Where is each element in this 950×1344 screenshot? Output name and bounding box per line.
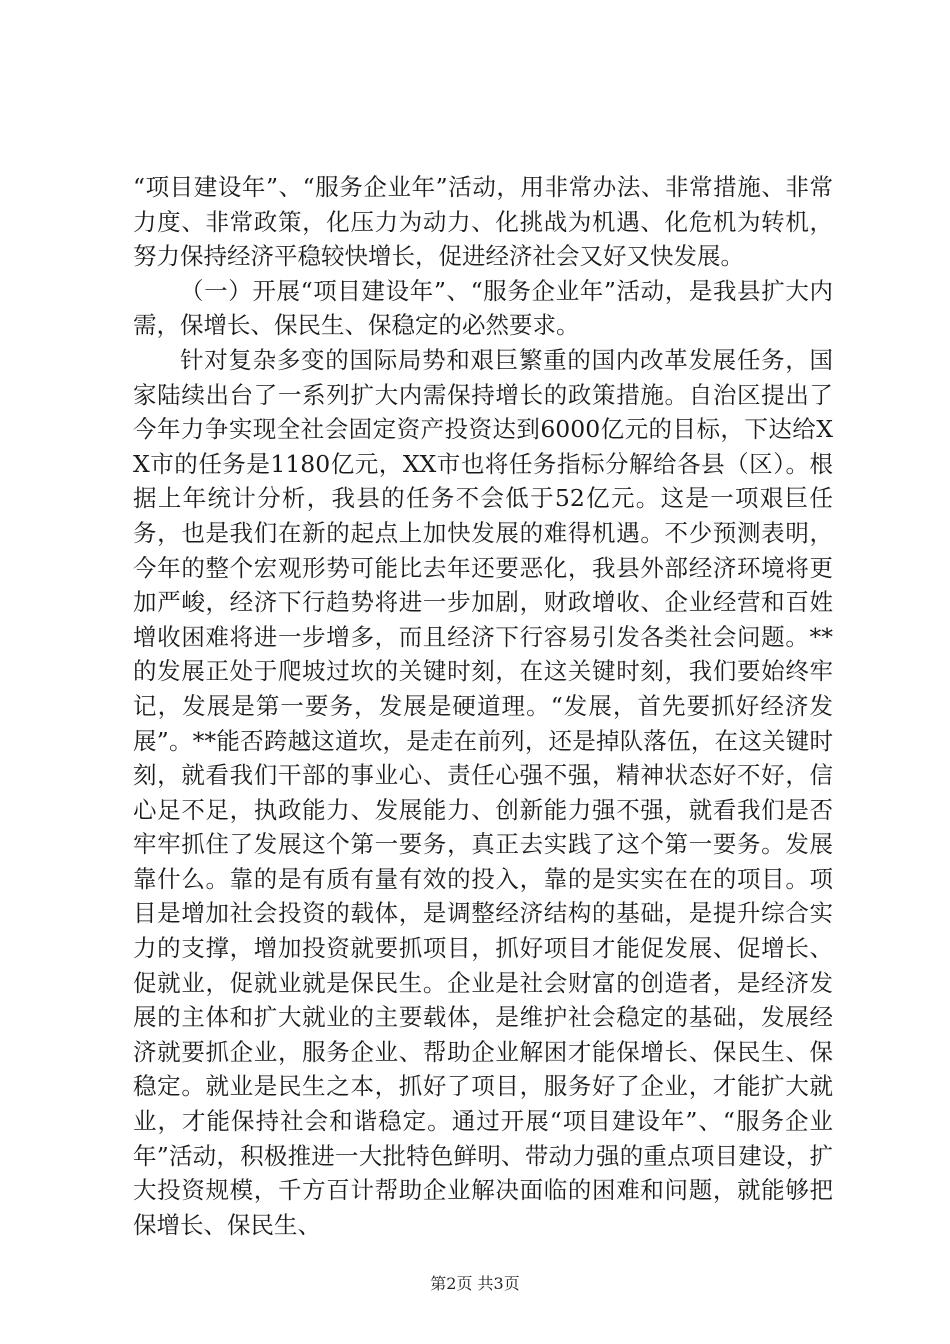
page-footer: 第2页 共3页	[430, 1274, 520, 1293]
paragraph-body: 针对复杂多变的国际局势和艰巨繁重的国内改革发展任务，国家陆续出台了一系列扩大内需保持增长的政策措施。自治区提出了今年力争实现全社会固定资产投资达到6000亿元的目标，下达给XX市的任务是1180亿元，XX市也将任务指标分解给各县（区）。根据上年统计分析，我县的任务不会低于52亿元。这是一项艰巨任务，也是我们在新的起点上加快发展的难得机遇。不少预测表明，今年的整个宏观形势可能比去年还要恶化，我县外部经济环境将更加严峻，经济下行趋势将进一步加剧，财政增收、企业经营和百姓增收困难将进一步增多，而且经济下行容易引发各类社会问题。**的发展正处于爬坡过坎的关键时刻，在这关键时刻，我们要始终牢记，发展是第一要务，发展是硬道理。“发展，首先要抓好经济发展”。**能否跨越这道坎，是走在前列，还是掉队落伍，在这关键时刻，就看我们干部的事业心、责任心强不强，精神状态好不好，信心足不足，执政能力、发展能力、创新能力强不强，就看我们是否牢牢抓住了发展这个第一要务，真正去实践了这个第一要务。发展靠什么。靠的是有质有量有效的投入，靠的是实实在在的项目。项目是增加社会投资的载体，是调整经济结构的基础，是提升综合实力的支撑，增加投资就要抓项目，抓好项目才能促发展、促增长、促就业，促就业就是保民生。企业是社会财富的创造者，是经济发展的主体和扩大就业的主要载体，是维护社会稳定的基础，发展经济就要抓企业，服务企业、帮助企业解困才能保增长、保民生、保稳定。就业是民生之本，抓好了项目，服务好了企业，才能扩大就业，才能保持社会和谐稳定。通过开展“项目建设年”、“服务企业年”活动，积极推进一大批特色鲜明、带动力强的重点项目建设，扩大投资规模，千方百计帮助企业解决面临的困难和问题，就能够把保增长、保民生、	[133, 345, 833, 1239]
paragraph-continuation: “项目建设年”、“服务企业年”活动，用非常办法、非常措施、非常力度、非常政策，化压力为动力、化挑战为机遇、化危机为转机，努力保持经济平稳较快增长，促进经济社会又好又快发展。	[133, 173, 833, 271]
document-body	[133, 170, 833, 1242]
paragraph-section-heading: （一）开展“项目建设年”、“服务企业年”活动，是我县扩大内需，保增长、保民生、保稳定的必然要求。	[133, 276, 833, 340]
